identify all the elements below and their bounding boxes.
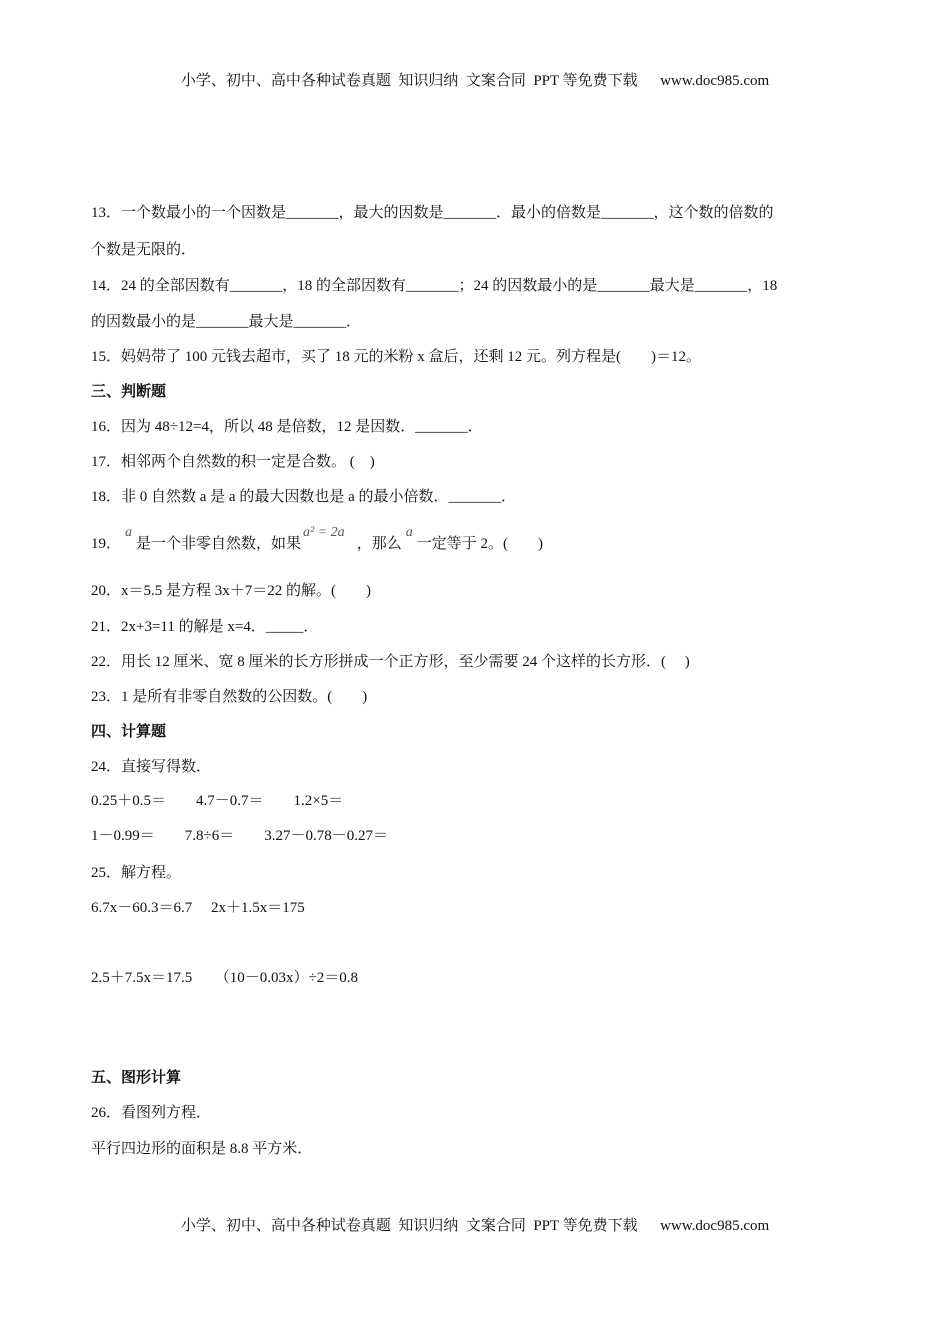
footer-url[interactable]: www.doc985.com [660, 1218, 770, 1234]
section-heading-5: 五、图形计算 [91, 1070, 182, 1086]
q19-text: 一定等于 2。( ) [416, 536, 543, 552]
question-25: 25．解方程。 [91, 865, 182, 881]
question-20: 20．x＝5.5 是方程 3x＋7＝22 的解。( ) [91, 583, 371, 599]
calc-row-2: 1－0.99＝ 7.8÷6＝ 3.27－0.78－0.27＝ [91, 828, 388, 844]
page-header [0, 69, 950, 90]
header-text: 小学、初中、高中各种试卷真题 知识归纳 文案合同 PPT 等免费下载 [180, 73, 638, 89]
q19-text: ，那么 [356, 536, 402, 552]
question-22: 22．用长 12 厘米、宽 8 厘米的长方形拼成一个正方形，至少需要 24 个这样的长方形．( ) [91, 654, 690, 670]
question-17: 17．相邻两个自然数的积一定是合数。 ( ) [91, 454, 375, 470]
section-heading-4: 四、计算题 [91, 724, 167, 740]
math-a: a [125, 525, 133, 540]
math-a: a [405, 525, 413, 540]
question-19 [91, 525, 543, 555]
footer-text: 小学、初中、高中各种试卷真题 知识归纳 文案合同 PPT 等免费下载 [180, 1218, 638, 1234]
question-15: 15．妈妈带了 100 元钱去超市，买了 18 元的米粉 x 盒后，还剩 12 元。列方程是( )＝12。 [91, 349, 701, 365]
calc-row-1: 0.25＋0.5＝ 4.7－0.7＝ 1.2×5＝ [91, 793, 344, 809]
question-24: 24．直接写得数． [91, 759, 212, 775]
question-14: 14．24 的全部因数有_______，18 的全部因数有_______；24 的因数最小的是_______最大是_______，18 [91, 278, 778, 294]
equation-row-2: 2.5＋7.5x＝17.5 （10－0.03x）÷2＝0.8 [91, 970, 358, 986]
section-heading-3: 三、判断题 [91, 384, 167, 400]
page-footer [0, 1214, 950, 1235]
question-26: 26．看图列方程． [91, 1105, 212, 1121]
question-16: 16．因为 48÷12=4，所以 48 是倍数，12 是因数．_______． [91, 419, 483, 435]
math-equation: a² = 2a [303, 525, 345, 540]
question-26-text: 平行四边形的面积是 8.8 平方米． [91, 1141, 313, 1157]
q19-number: 19． [91, 536, 122, 552]
question-18: 18．非 0 自然数 a 是 a 的最大因数也是 a 的最小倍数．_______． [91, 489, 516, 505]
question-14-cont: 的因数最小的是_______最大是_______． [91, 314, 362, 330]
question-23: 23．1 是所有非零自然数的公因数。( ) [91, 689, 368, 705]
question-13: 13．一个数最小的一个因数是_______，最大的因数是_______．最小的倍数是_______，这个数的倍数的 [91, 205, 774, 221]
question-21: 21．2x+3=11 的解是 x=4．_____． [91, 619, 319, 635]
equation-row-1: 6.7x－60.3＝6.7 2x＋1.5x＝175 [91, 900, 305, 916]
question-13-cont: 个数是无限的． [91, 242, 197, 258]
header-url[interactable]: www.doc985.com [660, 73, 770, 89]
q19-text: 是一个非零自然数，如果 [136, 536, 302, 552]
